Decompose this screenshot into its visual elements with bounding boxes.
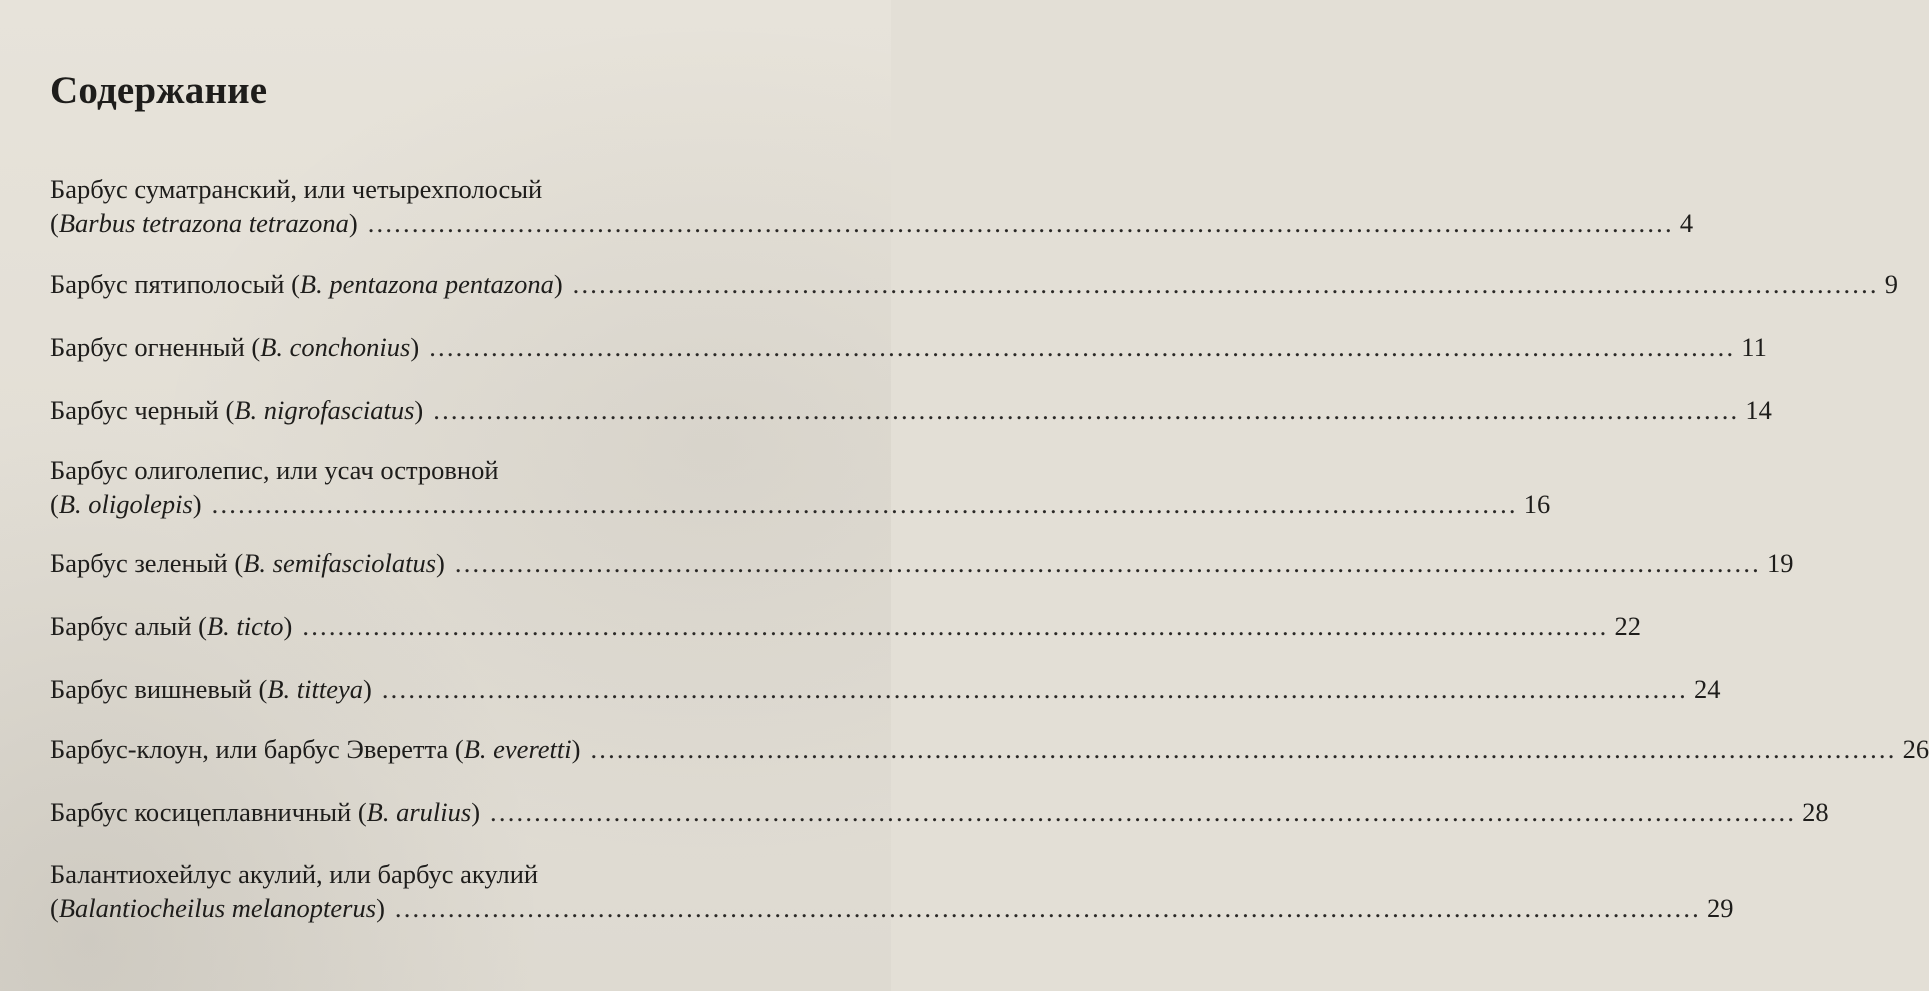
toc-entry-title: Балантиохейлус акулий, или барбус акулий <box>50 859 539 889</box>
toc-entry-title: Барбус пятиполосый (B. pentazona pentazona) <box>50 269 563 299</box>
toc-entry-title: Барбус алый (B. ticto) <box>50 611 293 641</box>
toc-page-number: 14 <box>1745 395 1772 425</box>
toc-entry-first-line <box>50 453 832 487</box>
dot-leader: .................................................................................................................................................... <box>590 734 1897 764</box>
dot-leader: .................................................................................................................................................... <box>367 208 1674 238</box>
toc-entry-latin-name: (Balantiocheilus melanopterus) <box>50 893 385 923</box>
toc-entry[interactable] <box>50 857 1734 925</box>
toc-entry[interactable] <box>50 672 1721 706</box>
toc-page-number: 24 <box>1693 674 1721 704</box>
toc-entry-title: Барбус косицеплавничный (B. arulius) <box>50 797 481 827</box>
toc-entry[interactable] <box>50 172 1694 240</box>
dot-leader: .................................................................................................................................................... <box>433 395 1740 425</box>
toc-entry-first-line <box>50 857 832 891</box>
toc-page-number: 26 <box>1902 734 1929 764</box>
toc-entry[interactable] <box>50 732 1929 766</box>
toc-entry-title: Барбус суматранский, или четырехполосый <box>50 174 543 204</box>
dot-leader: .................................................................................................................................................... <box>302 611 1609 641</box>
toc-entry-title: Барбус-клоун, или барбус Эверетта (B. everetti) <box>50 734 581 764</box>
toc-entry[interactable] <box>50 609 1641 643</box>
toc-entry[interactable] <box>50 393 1772 427</box>
toc-page-number: 4 <box>1679 208 1694 238</box>
page-title: Содержание <box>50 69 268 112</box>
toc-entry-title: Барбус зеленый (B. semifasciolatus) <box>50 548 445 578</box>
toc-entry-latin-name: (Barbus tetrazona tetrazona) <box>50 208 358 238</box>
toc-entry-latin-name: (B. oligolepis) <box>50 489 202 519</box>
toc-page-number: 29 <box>1707 893 1734 923</box>
dot-leader: .................................................................................................................................................... <box>454 548 1761 578</box>
toc-entry[interactable] <box>50 546 1794 580</box>
toc-page-number: 28 <box>1802 797 1829 827</box>
toc-entry-first-line <box>50 172 832 206</box>
toc-entry[interactable] <box>50 330 1767 364</box>
toc-entry-title: Барбус огненный (B. conchonius) <box>50 332 420 362</box>
toc-entry[interactable] <box>50 795 1829 829</box>
dot-leader: .................................................................................................................................................... <box>572 269 1879 299</box>
toc-page-number: 22 <box>1614 611 1641 641</box>
toc-page-number: 16 <box>1523 489 1551 519</box>
dot-leader: .................................................................................................................................................... <box>211 489 1518 519</box>
toc-page-number: 9 <box>1884 269 1899 299</box>
toc-page-number: 11 <box>1741 332 1767 362</box>
toc-entry[interactable] <box>50 453 1551 521</box>
toc-page-number: 19 <box>1766 548 1794 578</box>
dot-leader: .................................................................................................................................................... <box>490 797 1797 827</box>
toc-entry-title: Барбус черный (B. nigrofasciatus) <box>50 395 424 425</box>
toc-entry[interactable] <box>50 267 1899 301</box>
toc-entry-title: Барбус вишневый (B. titteya) <box>50 674 372 704</box>
dot-leader: .................................................................................................................................................... <box>394 893 1701 923</box>
toc-entry-title: Барбус олиголепис, или усач островной <box>50 455 499 485</box>
dot-leader: .................................................................................................................................................... <box>429 332 1736 362</box>
dot-leader: .................................................................................................................................................... <box>381 674 1688 704</box>
